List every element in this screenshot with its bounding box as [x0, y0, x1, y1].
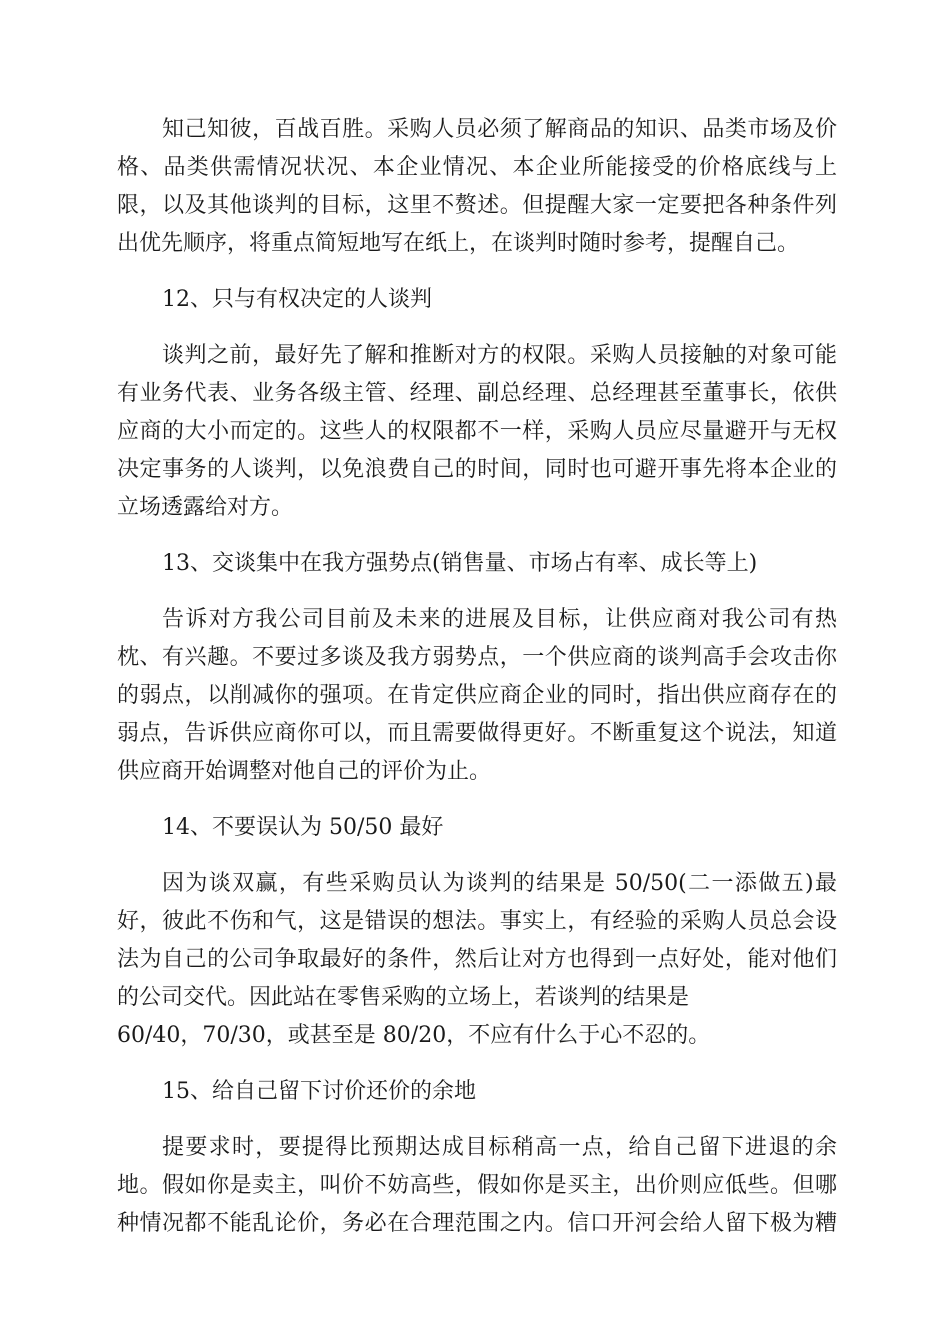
paragraph-line: 种情况都不能乱论价，务必在合理范围之内。信口开河会给人留下极为糟: [117, 1211, 837, 1236]
paragraph-line: 的公司交代。因此站在零售采购的立场上，若谈判的结果是: [117, 985, 690, 1010]
paragraph-line: 因为谈双赢，有些采购员认为谈判的结果是 50/50(二一添做五)最: [162, 871, 837, 896]
paragraph-line: 格、品类供需情况状况、本企业情况、本企业所能接受的价格底线与上: [117, 155, 837, 180]
paragraph-line: 的弱点，以削减你的强项。在肯定供应商企业的同时，指出供应商存在的: [117, 683, 837, 708]
paragraph-line: 好，彼此不伤和气，这是错误的想法。事实上，有经验的采购人员总会设: [117, 909, 837, 934]
section-heading: 15、给自己留下讨价还价的余地: [162, 1079, 476, 1104]
section-heading: 14、不要误认为 50/50 最好: [162, 815, 444, 840]
paragraph-line: 决定事务的人谈判，以免浪费自己的时间，同时也可避开事先将本企业的: [117, 457, 837, 482]
paragraph-line: 谈判之前，最好先了解和推断对方的权限。采购人员接触的对象可能: [162, 343, 837, 368]
paragraph-line: 出优先顺序，将重点简短地写在纸上，在谈判时随时参考，提醒自己。: [117, 231, 800, 256]
paragraph-line: 法为自己的公司争取最好的条件，然后让对方也得到一点好处，能对他们: [117, 947, 837, 972]
paragraph-line: 弱点，告诉供应商你可以，而且需要做得更好。不断重复这个说法，知道: [117, 721, 837, 746]
paragraph-line: 立场透露给对方。: [117, 495, 294, 520]
paragraph-line: 限，以及其他谈判的目标，这里不赘述。但提醒大家一定要把各种条件列: [117, 193, 837, 218]
paragraph-line: 地。假如你是卖主，叫价不妨高些，假如你是买主，出价则应低些。但哪: [117, 1173, 837, 1198]
paragraph-line: 60/40，70/30，或甚至是 80/20，不应有什么于心不忍的。: [117, 1023, 711, 1048]
paragraph-line: 知己知彼，百战百胜。采购人员必须了解商品的知识、品类市场及价: [162, 117, 837, 142]
paragraph-line: 枕、有兴趣。不要过多谈及我方弱势点，一个供应商的谈判高手会攻击你: [117, 645, 837, 670]
paragraph-line: 有业务代表、业务各级主管、经理、副总经理、总经理甚至董事长，依供: [117, 381, 837, 406]
paragraph-line: 供应商开始调整对他自己的评价为止。: [117, 759, 492, 784]
paragraph-line: 告诉对方我公司目前及未来的进展及目标，让供应商对我公司有热: [162, 607, 837, 632]
section-heading: 13、交谈集中在我方强势点(销售量、市场占有率、成长等上): [162, 551, 758, 576]
section-heading: 12、只与有权决定的人谈判: [162, 287, 432, 312]
paragraph-line: 应商的大小而定的。这些人的权限都不一样，采购人员应尽量避开与无权: [117, 419, 837, 444]
paragraph-line: 提要求时，要提得比预期达成目标稍高一点，给自己留下进退的余: [162, 1135, 837, 1160]
